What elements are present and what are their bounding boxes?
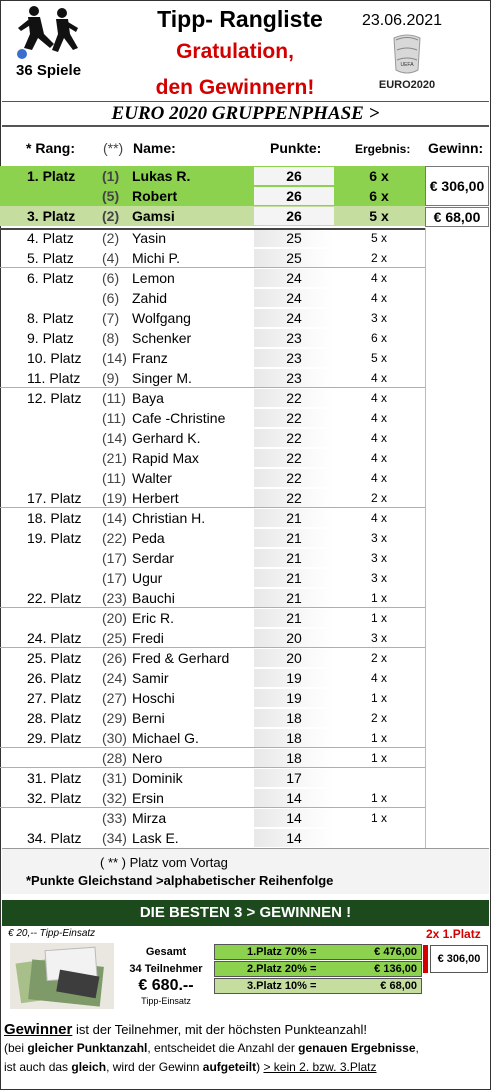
football-players-icon bbox=[10, 4, 82, 62]
row-punkte: 23 bbox=[254, 329, 334, 347]
prize-row bbox=[214, 961, 422, 977]
euro2020-text: EURO2020 bbox=[378, 79, 436, 91]
row-rang: 22. Platz bbox=[27, 590, 82, 606]
row-rang: 5. Platz bbox=[27, 250, 74, 266]
table-row bbox=[0, 508, 425, 528]
row-ergebnis: 4 x bbox=[370, 511, 387, 525]
rule-link[interactable]: > kein 2. bzw. 3.Platz bbox=[263, 1060, 377, 1074]
uefa-text: UEFA bbox=[400, 62, 414, 68]
row-ergebnis: 1 x bbox=[370, 591, 387, 605]
row-vortag: (21) bbox=[102, 450, 127, 466]
row-name: Michi P. bbox=[132, 250, 180, 266]
rule-line-1 bbox=[4, 1020, 488, 1039]
page-title: Tipp- Rangliste bbox=[157, 6, 323, 32]
row-vortag: (7) bbox=[102, 310, 120, 326]
row-punkte: 25 bbox=[254, 229, 334, 247]
table-row bbox=[0, 708, 425, 728]
row-vortag: (9) bbox=[102, 370, 120, 386]
prize-row-value: € 476,00 bbox=[374, 946, 417, 958]
row-vortag: (23) bbox=[102, 590, 127, 606]
table-row bbox=[0, 268, 425, 288]
row-ergebnis: 4 x bbox=[370, 471, 387, 485]
table-row bbox=[0, 428, 425, 448]
row-ergebnis: 3 x bbox=[370, 531, 387, 545]
row-vortag: (22) bbox=[102, 530, 127, 546]
row-ergebnis: 4 x bbox=[370, 271, 387, 285]
row-name: Singer M. bbox=[132, 370, 192, 386]
table-row bbox=[0, 648, 425, 668]
row-vortag: (31) bbox=[102, 770, 127, 786]
table-row bbox=[0, 488, 425, 508]
row-rang: 29. Platz bbox=[27, 730, 82, 746]
row-rang: 8. Platz bbox=[27, 310, 74, 326]
row-ergebnis: 6 x bbox=[370, 331, 387, 345]
table-row bbox=[0, 166, 425, 186]
row-ergebnis: 3 x bbox=[370, 551, 387, 565]
row-name: Berni bbox=[132, 710, 165, 726]
row-name: Fred & Gerhard bbox=[132, 650, 230, 666]
row-name: Yasin bbox=[132, 230, 166, 246]
row-ergebnis: 2 x bbox=[370, 651, 387, 665]
row-punkte: 24 bbox=[254, 269, 334, 287]
prize-row-value: € 68,00 bbox=[380, 980, 417, 992]
row-vortag: (11) bbox=[102, 390, 126, 406]
row-name: Michael G. bbox=[132, 730, 199, 746]
table-row bbox=[0, 448, 425, 468]
row-punkte: 21 bbox=[254, 549, 334, 567]
phase-link[interactable]: EURO 2020 GRUPPENPHASE > bbox=[2, 101, 489, 127]
prize-row-label: 1.Platz 70% = bbox=[247, 946, 317, 958]
row-rang: 32. Platz bbox=[27, 790, 82, 806]
row-punkte: 25 bbox=[254, 249, 334, 267]
table-row bbox=[0, 228, 425, 248]
rule-gewinner: Gewinner bbox=[4, 1021, 73, 1038]
euro2020-logo bbox=[372, 30, 442, 100]
col-punkte: Punkte: bbox=[270, 140, 322, 156]
header bbox=[0, 0, 491, 128]
row-vortag: (11) bbox=[102, 470, 126, 486]
prizes-banner: DIE BESTEN 3 > GEWINNEN ! bbox=[2, 900, 489, 926]
row-name: Fredi bbox=[132, 630, 164, 646]
table-row bbox=[0, 628, 425, 648]
row-punkte: 22 bbox=[254, 469, 334, 487]
row-punkte: 19 bbox=[254, 689, 334, 707]
rule-line-2 bbox=[4, 1039, 488, 1058]
row-name: Lask E. bbox=[132, 830, 179, 846]
total-label: Gesamt bbox=[145, 946, 187, 958]
row-punkte: 22 bbox=[254, 409, 334, 427]
table-row bbox=[0, 408, 425, 428]
row-name: Peda bbox=[132, 530, 165, 546]
stake-label: € 20,-- Tipp-Einsatz bbox=[8, 928, 96, 939]
row-rang: 4. Platz bbox=[27, 230, 74, 246]
bracket-bar bbox=[423, 945, 428, 973]
table-row bbox=[0, 768, 425, 788]
row-punkte: 20 bbox=[254, 649, 334, 667]
row-name: Christian H. bbox=[132, 510, 206, 526]
row-rang: 34. Platz bbox=[27, 830, 82, 846]
col-gewinn: Gewinn: bbox=[428, 140, 484, 156]
row-ergebnis: 2 x bbox=[370, 251, 387, 265]
row-vortag: (26) bbox=[102, 650, 127, 666]
row-name: Walter bbox=[132, 470, 172, 486]
row-name: Dominik bbox=[132, 770, 183, 786]
row-punkte: 18 bbox=[254, 729, 334, 747]
divider bbox=[0, 228, 425, 230]
rule-text: , entscheidet die Anzahl der bbox=[147, 1041, 299, 1055]
row-punkte: 26 bbox=[254, 167, 334, 185]
row-ergebnis: 1 x bbox=[370, 731, 387, 745]
prize-row-label: 2.Platz 20% = bbox=[247, 963, 317, 975]
prize-row-label: 3.Platz 10% = bbox=[247, 980, 317, 992]
row-name: Mirza bbox=[132, 810, 167, 826]
row-punkte: 22 bbox=[254, 429, 334, 447]
row-punkte: 23 bbox=[254, 349, 334, 367]
table-row bbox=[0, 828, 425, 848]
row-ergebnis: 5 x bbox=[369, 208, 389, 224]
row-punkte: 14 bbox=[254, 809, 334, 827]
table-row bbox=[0, 788, 425, 808]
prize-row bbox=[214, 978, 422, 994]
rule-bold: aufgeteilt bbox=[202, 1060, 257, 1074]
table-row bbox=[0, 186, 425, 206]
date-label: 23.06.2021 bbox=[362, 12, 443, 29]
row-ergebnis: 4 x bbox=[370, 391, 387, 405]
rule-bold: genauen Ergebnisse bbox=[298, 1041, 416, 1055]
table-row bbox=[0, 728, 425, 748]
row-ergebnis: 4 x bbox=[370, 451, 387, 465]
footer-rules bbox=[4, 1020, 488, 1077]
row-name: Bauchi bbox=[132, 590, 175, 606]
row-vortag: (30) bbox=[102, 730, 127, 746]
row-vortag: (32) bbox=[102, 790, 127, 806]
row-name: Lemon bbox=[132, 270, 175, 286]
row-ergebnis: 6 x bbox=[335, 168, 423, 184]
row-ergebnis: 3 x bbox=[370, 311, 387, 325]
prize-split-table bbox=[214, 944, 422, 995]
row-vortag: (5) bbox=[102, 188, 120, 204]
row-rang: 9. Platz bbox=[27, 330, 74, 346]
col-name: Name: bbox=[133, 140, 176, 156]
note-gleichstand: *Punkte Gleichstand >alphabetischer Reihenfolge bbox=[26, 873, 334, 888]
row-name: Ugur bbox=[132, 570, 163, 586]
row-ergebnis: 4 x bbox=[370, 291, 387, 305]
row-name: Zahid bbox=[132, 290, 168, 306]
row-rang: 10. Platz bbox=[27, 350, 82, 366]
table-row bbox=[0, 748, 425, 768]
row-rang: 11. Platz bbox=[27, 370, 81, 386]
row-ergebnis: 1 x bbox=[370, 811, 387, 825]
col-rang: * Rang: bbox=[26, 140, 75, 156]
row-name: Schenker bbox=[132, 330, 192, 346]
table-row bbox=[0, 468, 425, 488]
row-name: Baya bbox=[132, 390, 164, 406]
rule-text: ist auch das bbox=[4, 1060, 72, 1074]
row-rang: 6. Platz bbox=[27, 270, 74, 286]
table-row bbox=[0, 388, 425, 408]
row-rang: 17. Platz bbox=[27, 490, 82, 506]
row-vortag: (14) bbox=[102, 350, 127, 366]
row-vortag: (8) bbox=[102, 330, 120, 346]
prize-first: € 306,00 bbox=[425, 166, 489, 206]
table-row bbox=[0, 248, 425, 268]
row-vortag: (24) bbox=[102, 670, 127, 686]
row-name: Gerhard K. bbox=[132, 430, 201, 446]
column-headers bbox=[0, 136, 491, 162]
row-rang: 1. Platz bbox=[27, 168, 76, 184]
row-ergebnis: 2 x bbox=[370, 491, 387, 505]
rule-text: , wird der Gewinn bbox=[106, 1060, 203, 1074]
row-name: Herbert bbox=[132, 490, 179, 506]
row-name: Robert bbox=[132, 188, 178, 204]
row-punkte: 14 bbox=[254, 829, 334, 847]
row-punkte: 24 bbox=[254, 289, 334, 307]
row-name: Wolfgang bbox=[132, 310, 191, 326]
prize-row bbox=[214, 944, 422, 960]
congratulation-line-1: Gratulation, bbox=[176, 40, 294, 63]
rule-text: (bei bbox=[4, 1041, 28, 1055]
row-vortag: (17) bbox=[102, 550, 127, 566]
row-name: Samir bbox=[132, 670, 169, 686]
row-name: Serdar bbox=[132, 550, 175, 566]
row-vortag: (27) bbox=[102, 690, 127, 706]
rule-line-3 bbox=[4, 1058, 488, 1077]
row-name: Gamsi bbox=[132, 208, 175, 224]
table-row bbox=[0, 206, 425, 226]
row-rang: 24. Platz bbox=[27, 630, 82, 646]
row-punkte: 23 bbox=[254, 369, 334, 387]
row-name: Lukas R. bbox=[132, 168, 191, 184]
table-row bbox=[0, 368, 425, 388]
row-ergebnis: 1 x bbox=[370, 751, 387, 765]
row-vortag: (25) bbox=[102, 630, 127, 646]
rule-text: ) bbox=[256, 1060, 264, 1074]
row-vortag: (1) bbox=[102, 168, 120, 184]
table-row bbox=[0, 348, 425, 368]
prize-row-value: € 136,00 bbox=[374, 963, 417, 975]
row-vortag: (19) bbox=[102, 490, 127, 506]
row-rang: 18. Platz bbox=[27, 510, 82, 526]
row-vortag: (20) bbox=[102, 610, 127, 626]
total-amount: € 680.-- bbox=[138, 977, 194, 994]
row-punkte: 14 bbox=[254, 789, 334, 807]
table-row bbox=[0, 308, 425, 328]
row-punkte: 18 bbox=[254, 749, 334, 767]
row-punkte: 21 bbox=[254, 529, 334, 547]
table-row bbox=[0, 608, 425, 628]
row-name: Cafe -Christine bbox=[132, 410, 226, 426]
table-row bbox=[0, 588, 425, 608]
rule-bold: gleich bbox=[71, 1060, 107, 1074]
row-vortag: (29) bbox=[102, 710, 127, 726]
row-ergebnis: 6 x bbox=[335, 188, 423, 204]
row-ergebnis: 4 x bbox=[370, 411, 387, 425]
table-row bbox=[0, 548, 425, 568]
note-vortag: ( ** ) Platz vom Vortag bbox=[100, 855, 228, 870]
row-rang: 31. Platz bbox=[27, 770, 82, 786]
rule-text: ist der Teilnehmer, mit der bbox=[72, 1022, 229, 1037]
rule-bold: gleicher Punktanzahl bbox=[27, 1041, 148, 1055]
stake-caption: Tipp-Einsatz bbox=[141, 996, 191, 1006]
row-punkte: 26 bbox=[254, 207, 334, 225]
double-first-label: 2x 1.Platz bbox=[426, 927, 481, 941]
row-punkte: 18 bbox=[254, 709, 334, 727]
row-punkte: 22 bbox=[254, 489, 334, 507]
row-ergebnis: 1 x bbox=[370, 691, 387, 705]
row-vortag: (14) bbox=[102, 430, 127, 446]
row-ergebnis: 1 x bbox=[370, 611, 387, 625]
row-rang: 12. Platz bbox=[27, 390, 82, 406]
row-ergebnis: 1 x bbox=[370, 791, 387, 805]
row-punkte: 21 bbox=[254, 509, 334, 527]
row-punkte: 21 bbox=[254, 589, 334, 607]
table-row bbox=[0, 808, 425, 828]
row-ergebnis: 5 x bbox=[370, 231, 387, 245]
participants-count: 34 Teilnehmer bbox=[129, 963, 203, 975]
row-ergebnis: 4 x bbox=[370, 431, 387, 445]
row-rang: 27. Platz bbox=[27, 690, 82, 706]
row-ergebnis: 3 x bbox=[370, 571, 387, 585]
row-punkte: 21 bbox=[254, 609, 334, 627]
row-ergebnis: 3 x bbox=[370, 631, 387, 645]
row-name: Eric R. bbox=[132, 610, 174, 626]
prize-sum-first-second: € 306,00 bbox=[430, 945, 488, 973]
row-vortag: (6) bbox=[102, 270, 120, 286]
row-vortag: (28) bbox=[102, 750, 127, 766]
table-row bbox=[0, 568, 425, 588]
row-punkte: 21 bbox=[254, 569, 334, 587]
games-count: 36 Spiele bbox=[16, 62, 82, 79]
table-row bbox=[0, 688, 425, 708]
row-ergebnis: 4 x bbox=[370, 671, 387, 685]
row-punkte: 20 bbox=[254, 629, 334, 647]
row-vortag: (11) bbox=[102, 410, 126, 426]
row-vortag: (4) bbox=[102, 250, 120, 266]
congratulation-line-2: den Gewinnern! bbox=[155, 76, 315, 99]
row-vortag: (2) bbox=[102, 208, 120, 224]
row-rang: 25. Platz bbox=[27, 650, 82, 666]
row-vortag: (17) bbox=[102, 570, 127, 586]
row-punkte: 22 bbox=[254, 389, 334, 407]
row-vortag: (34) bbox=[102, 830, 127, 846]
row-vortag: (14) bbox=[102, 510, 127, 526]
table-row bbox=[0, 528, 425, 548]
row-ergebnis: 5 x bbox=[370, 351, 387, 365]
row-name: Franz bbox=[132, 350, 168, 366]
row-rang: 19. Platz bbox=[27, 530, 82, 546]
row-rang: 3. Platz bbox=[27, 208, 76, 224]
row-rang: 28. Platz bbox=[27, 710, 82, 726]
money-icon bbox=[10, 943, 114, 1009]
rule-text: , bbox=[415, 1041, 419, 1055]
row-punkte: 19 bbox=[254, 669, 334, 687]
notes bbox=[2, 848, 489, 894]
table-row bbox=[0, 288, 425, 308]
row-punkte: 22 bbox=[254, 449, 334, 467]
row-ergebnis: 2 x bbox=[370, 711, 387, 725]
row-name: Ersin bbox=[132, 790, 164, 806]
row-name: Rapid Max bbox=[132, 450, 199, 466]
col-vortag: (**) bbox=[103, 140, 124, 156]
row-punkte: 26 bbox=[254, 187, 334, 205]
row-vortag: (33) bbox=[102, 810, 127, 826]
row-punkte: 17 bbox=[254, 769, 334, 787]
rule-text: höchsten Punkteanzahl! bbox=[228, 1022, 367, 1037]
row-ergebnis: 4 x bbox=[370, 371, 387, 385]
table-row bbox=[0, 668, 425, 688]
row-name: Nero bbox=[132, 750, 163, 766]
row-punkte: 24 bbox=[254, 309, 334, 327]
col-ergebnis: Ergebnis: bbox=[355, 142, 411, 156]
row-name: Hoschi bbox=[132, 690, 175, 706]
row-rang: 26. Platz bbox=[27, 670, 82, 686]
table-row bbox=[0, 328, 425, 348]
prize-third: € 68,00 bbox=[425, 207, 489, 227]
row-vortag: (2) bbox=[102, 230, 120, 246]
row-vortag: (6) bbox=[102, 290, 120, 306]
divider bbox=[425, 228, 426, 848]
